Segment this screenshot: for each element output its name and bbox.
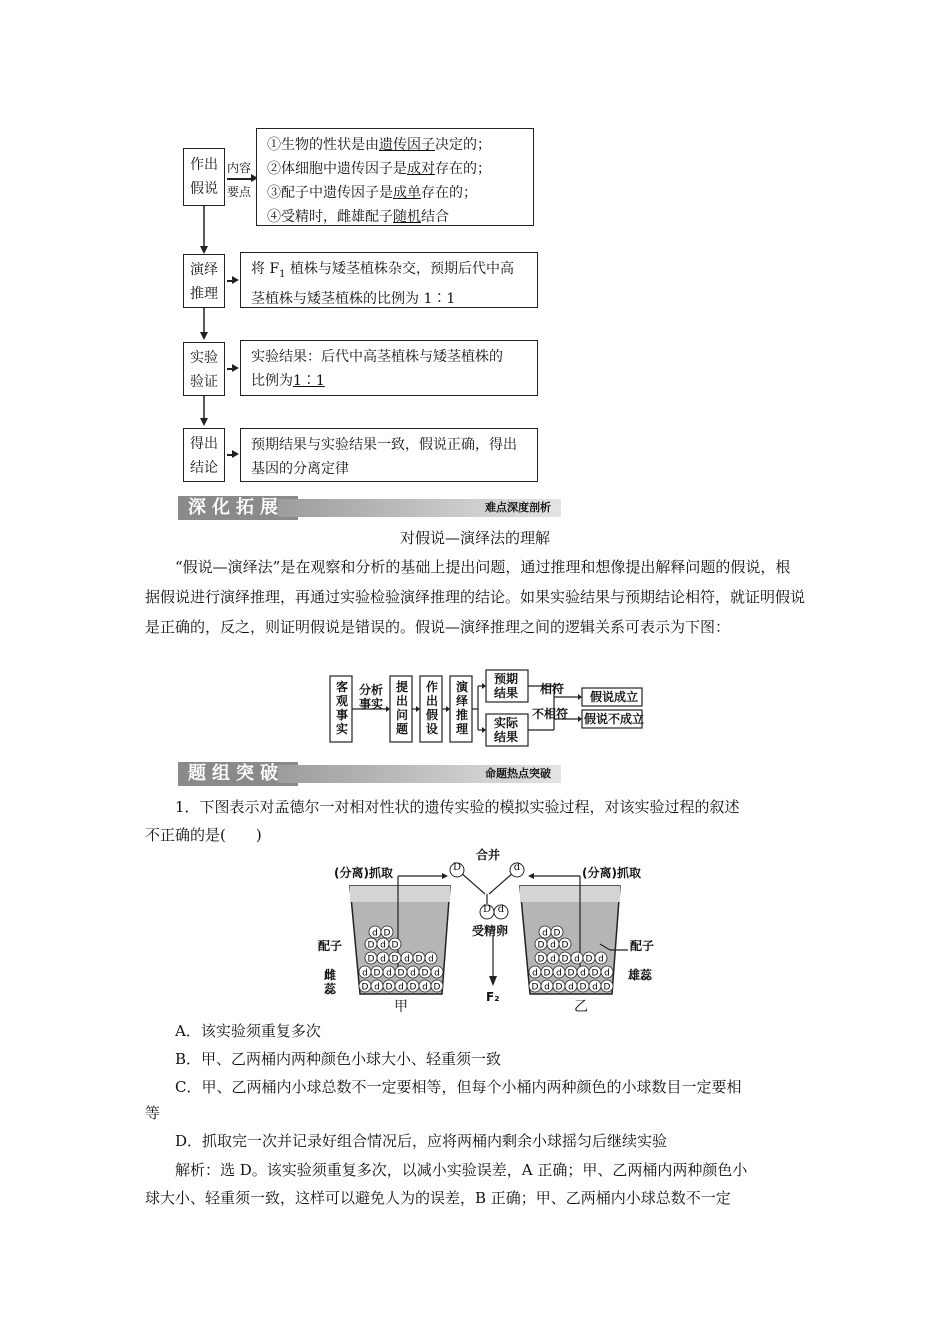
gene-ball-label: d bbox=[380, 954, 386, 965]
label-bucket-yi: 乙 bbox=[574, 999, 588, 1015]
result-ok: 假说成立 bbox=[589, 690, 638, 704]
label-gamete-right: 配子 bbox=[630, 939, 655, 953]
gene-ball-label: d bbox=[550, 954, 556, 965]
gene-ball-label: d bbox=[362, 968, 368, 979]
gene-ball-label: D bbox=[361, 982, 369, 993]
result-fail: 假说不成立 bbox=[584, 712, 645, 726]
section-banner-practice: 题组突破 命题热点突破 bbox=[178, 762, 561, 786]
label-grab-left: (分离)抓取 bbox=[334, 866, 393, 880]
deduction-content: 将 $F_1$ 植株与矮茎植株杂交，预期后代中高 茎植株与矮茎植株的比例为 1∶1 bbox=[240, 252, 538, 308]
gene-ball-label: D bbox=[567, 968, 575, 979]
gene-ball-label: d bbox=[398, 982, 404, 993]
gene-ball-label: d bbox=[568, 982, 574, 993]
gene-ball-label: d bbox=[532, 968, 538, 979]
arrow-head bbox=[232, 276, 239, 284]
question-stem-line2: 不正确的是( ) bbox=[145, 826, 262, 844]
gene-ball-label: D bbox=[561, 954, 569, 965]
gene-ball-label: d bbox=[604, 968, 610, 979]
gene-ball-label: D bbox=[537, 954, 545, 965]
ball-d-top: d bbox=[513, 862, 521, 873]
point-1: ①生物的性状是由遗传因子决定的； bbox=[267, 137, 491, 153]
arrow-head bbox=[232, 364, 239, 372]
hypothesis-content bbox=[256, 128, 534, 226]
analysis-line2: 球大小、轻重须一致，这样可以避免人为的误差，B 正确；甲、乙两桶内小球总数不一定 bbox=[145, 1189, 731, 1207]
gene-ball-label: D bbox=[561, 940, 569, 951]
label-mismatch: 不相符 bbox=[532, 707, 569, 721]
gene-ball-label: D bbox=[421, 968, 429, 979]
label-zygote: 受精卵 bbox=[472, 924, 509, 938]
gene-ball-label: D bbox=[603, 982, 611, 993]
node-expected: 预期结果 bbox=[493, 672, 518, 700]
gene-ball-label: d bbox=[386, 968, 392, 979]
conclusion-content: 预期结果与实验结果一致，假说正确，得出 基因的分离定律 bbox=[240, 428, 538, 482]
gene-ball-label: D bbox=[409, 982, 417, 993]
gene-ball-label: d bbox=[428, 954, 434, 965]
edge-analyze: 分析事实 bbox=[358, 683, 383, 711]
gene-ball-label: d bbox=[410, 968, 416, 979]
option-d: D．抓取完一次并记录好组合情况后，应将两桶内剩余小球摇匀后继续实验 bbox=[175, 1132, 668, 1150]
label-female: 雌蕊 bbox=[324, 968, 337, 996]
label-bucket-jia: 甲 bbox=[394, 999, 408, 1015]
gene-ball-label: D bbox=[391, 954, 399, 965]
option-c: C．甲、乙两桶内小球总数不一定要相等，但每个小桶内两种颜色的小球数目一定要相 bbox=[175, 1078, 742, 1096]
point-3: ③配子中遗传因子是成单存在的； bbox=[267, 185, 477, 201]
step-deduction: 演绎 推理 bbox=[183, 254, 225, 308]
ball-d-zygote: d bbox=[497, 904, 505, 915]
gene-ball-label: d bbox=[372, 928, 378, 939]
label-male: 雄蕊 bbox=[628, 968, 653, 982]
label-merge: 合并 bbox=[476, 848, 501, 862]
section-title: 对假说—演绎法的理解 bbox=[399, 529, 550, 547]
step-conclusion: 得出 结论 bbox=[183, 428, 225, 482]
gene-ball-label: D bbox=[367, 954, 375, 965]
gene-ball-label: d bbox=[544, 982, 550, 993]
gene-ball-label: d bbox=[550, 940, 556, 951]
ball-D-top: D bbox=[452, 862, 462, 873]
gene-ball-label: D bbox=[367, 940, 375, 951]
gene-ball-label: D bbox=[391, 940, 399, 951]
gene-ball-label: D bbox=[385, 982, 393, 993]
node-fact: 客观事实 bbox=[335, 680, 348, 736]
gene-ball-label: D bbox=[531, 982, 539, 993]
node-deduction: 演绎推理 bbox=[455, 680, 468, 736]
verification-content: 实验结果：后代中高茎植株与矮茎植株的 比例为1∶1 bbox=[240, 340, 538, 396]
gene-ball-label: D bbox=[415, 954, 423, 965]
node-question: 提出问题 bbox=[395, 680, 408, 736]
gene-ball-label: D bbox=[373, 968, 381, 979]
gene-ball-label: d bbox=[422, 982, 428, 993]
label-gamete-left: 配子 bbox=[318, 939, 343, 953]
label-match: 相符 bbox=[540, 682, 565, 696]
node-hypothesis: 作出假设 bbox=[425, 680, 438, 736]
point-4: ④受精时，雌雄配子随机结合 bbox=[267, 209, 449, 225]
ball-D-zygote: D bbox=[482, 904, 492, 915]
step-verification: 实验 验证 bbox=[183, 342, 225, 396]
gene-ball-label: D bbox=[383, 928, 391, 939]
arrow-label: 内容 要点 bbox=[227, 161, 252, 199]
option-b: B．甲、乙两桶内两种颜色小球大小、轻重须一致 bbox=[175, 1050, 502, 1068]
gene-ball-label: d bbox=[434, 968, 440, 979]
gene-ball-label: d bbox=[374, 982, 380, 993]
question-stem-line1: 1．下图表示对孟德尔一对相对性状的遗传实验的模拟实验过程，对该实验过程的叙述 bbox=[175, 798, 740, 816]
analysis-line1: 解析：选 D。该实验须重复多次，以减小实验误差，A 正确；甲、乙两桶内两种颜色小 bbox=[175, 1161, 748, 1179]
gene-ball-label: d bbox=[404, 954, 410, 965]
gene-ball-label: D bbox=[591, 968, 599, 979]
step-hypothesis: 作出 假说 bbox=[183, 148, 225, 206]
body-paragraph: “假说—演绎法”是在观察和分析的基础上提出问题，通过推理和想像提出解释问题的假说，根据假说进行演绎推理，再通过实验检验演绎推理的结论。如果实验结果与预期结论相符，就证明假说是正确的，反之，则证明假说是错误的。假说—演绎推理之间的逻辑关系可表示为下图： bbox=[145, 558, 806, 636]
gene-ball-label: d bbox=[380, 940, 386, 951]
point-2: ②体细胞中遗传因子是成对存在的； bbox=[267, 161, 491, 177]
gene-ball-label: D bbox=[543, 968, 551, 979]
section-banner-deepen: 深化拓展 难点深度剖析 bbox=[178, 496, 561, 520]
gene-ball-label: D bbox=[585, 954, 593, 965]
experiment-figure bbox=[310, 846, 660, 1016]
gene-ball-label: d bbox=[592, 982, 598, 993]
arrow-head bbox=[232, 450, 239, 458]
gene-ball-label: D bbox=[433, 982, 441, 993]
gene-ball-label: D bbox=[579, 982, 587, 993]
gene-ball-label: d bbox=[556, 968, 562, 979]
gene-ball-label: D bbox=[553, 928, 561, 939]
label-f2: F₂ bbox=[486, 990, 500, 1004]
gene-ball-label: d bbox=[580, 968, 586, 979]
gene-ball-label: D bbox=[537, 940, 545, 951]
gene-ball-label: d bbox=[542, 928, 548, 939]
gene-ball-label: D bbox=[555, 982, 563, 993]
option-c-cont: 等 bbox=[145, 1104, 161, 1122]
option-a: A．该实验须重复多次 bbox=[175, 1022, 321, 1040]
gene-ball-label: d bbox=[574, 954, 580, 965]
node-actual: 实际结果 bbox=[493, 716, 518, 744]
label-grab-right: (分离)抓取 bbox=[582, 866, 641, 880]
gene-ball-label: d bbox=[598, 954, 604, 965]
gene-ball-label: D bbox=[397, 968, 405, 979]
